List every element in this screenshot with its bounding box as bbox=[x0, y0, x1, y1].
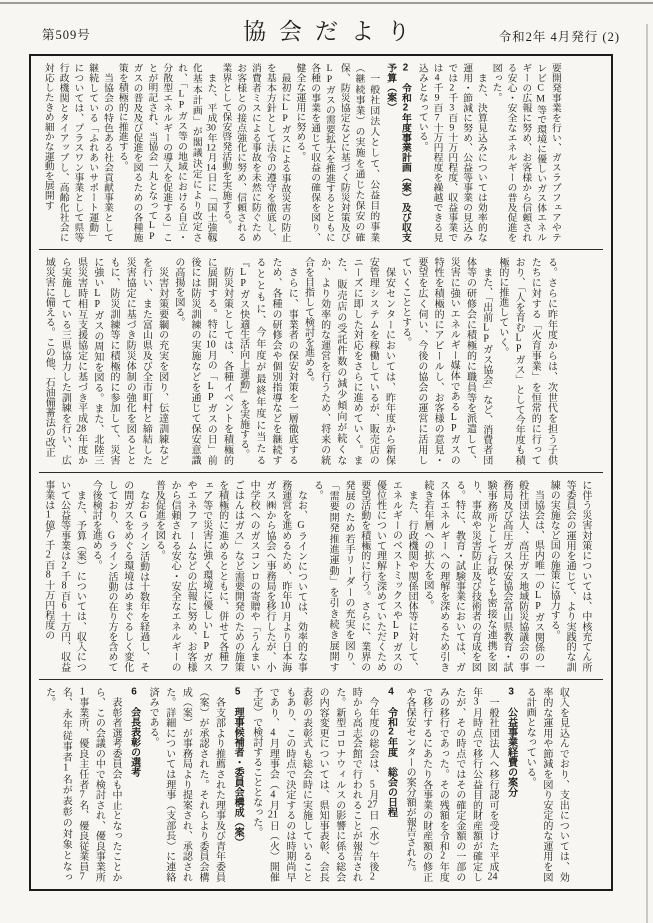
paragraph: 一般社団法人へ移行認可を受けた平成24年3月時点で移行公益目的財産額が確定したが、その時点ではその確定金額の一部のみの移行であった。その残額を令和2年度で移行するにあたり各事業の財産額の修正や各保安センターの案分額が報告された。 bbox=[404, 687, 499, 882]
section-2-heading: 2 令和2年度事業計画（案）及び収支予算（案） bbox=[385, 63, 411, 242]
paragraph: また、行政機関や関係団体等に対して、エネルギーのベストミックスやLPガスの優位性について理解を深めていただくため要望活動を積極的に行う。さらに、業界の発展のため若手リーダーの充実を図り、「需要開発推進運動」を引き続き展開する。 bbox=[311, 480, 418, 672]
text-band-2 bbox=[31, 250, 611, 472]
paragraph: また、決算見込みについては効率的な運用・節減に努め、公益等事業の見込みでは2千3百9十万円程度、収益事業では4千9百7十万円程度を繰越できる見込みとなっている。 bbox=[416, 63, 487, 242]
scan-edge-top bbox=[0, 2, 653, 4]
paragraph: 各支部より推薦された理事及び青年委員（案）が承認された。それらより委員会構成（案）が事務局より提案され、承認された。詳細については理事（支部長）に連絡済みである。 bbox=[147, 687, 225, 882]
scan-edge-right bbox=[646, 24, 648, 923]
paragraph: 要開発事業を行い、ガスラブフェアやテレビCM等で環境に優しいガス体エネルギーの広報に努め、お客様から信頼される安心・安全なエネルギーの普及促進を図った。 bbox=[490, 63, 561, 242]
header-issue-number: 第509号 bbox=[42, 28, 91, 42]
section-3-heading: 3 公益事業経費の案分 bbox=[505, 687, 517, 797]
text-band-4 bbox=[31, 680, 611, 889]
paragraph: 当協会は、県内唯一のLPガス関係の一般社団法人、高圧ガス地域防災協議会の事務局及び高圧ガス保安協会富山県教育・試験事務所として行政とも密接な連携を図り、事故や災害防止及び技術者の育成を図る。特に、教育・試験事業においては、ガス体エネルギーへの理解を深めるため引き続き若年層への拡大を図る。 bbox=[421, 480, 544, 672]
paragraph: 表彰者選考委員会も中止となったことから、この会議の中で検討され、優良事業所1事業所、優良主任者7名、優良従業員7名、永年従事者1名が表彰の対象となった。 bbox=[43, 687, 121, 883]
paragraph: また、予算（案）については、収入について公益等事業は2千8百6十万円、収益事業は1億7千2百8十万円程度の bbox=[42, 480, 86, 673]
newsletter-title: 協会だより bbox=[243, 19, 423, 44]
paragraph: 一般社団法人として、公益目的事業（継続事業）の実施を通じた保安の確保、防災協定などに基づく防災対策及びLPガスの需要拡大を推進するとともに各種の事業を通じて収益の確保を図り、健全な運用に努める。 bbox=[294, 63, 380, 242]
paragraph: る。さらに昨年度からは、次世代を担う子供たちに対する「火育事業」を恒常的に行っており、「人を育むLPガス」として今年度も積極的に推進していく。 bbox=[496, 257, 557, 465]
paragraph: さらに、事業者の保安対策を一層徹底するため、各種の研修会や個別指導などを継続するとともに、今年度が最終年度に当たる『LPガス快適生活向上運動』を実施する。 bbox=[237, 257, 298, 465]
section-4-heading: 4 令和2年度 総会の日程 bbox=[385, 687, 397, 817]
paragraph: 災害対策要綱の充実を図り、伝達訓練などを行い、また富山県及び全市町村と締結した災害協定に基づき防災体制の強化を図るとともに、防災訓練等に積極的に参加して、災害に強いLPガスの周知を図る。また、北陸三県災害時相互支援協定に基づき平成28年度から実施している三県協力した訓練を行い、広域災害に備える。この他、石油備蓄法の改正 bbox=[43, 257, 168, 465]
paragraph: また、平成30年12月14日に「国土強靱化基本計画」が閣議決定により改定され、「LPガス等の地域における自立・分散型エネルギーの導入を促進する」ことが明記され、当協会一丸となってLPガスの普及及び促進を図るための各種施策を積極的に推進する。 bbox=[116, 63, 217, 242]
paragraph: 防災対策としては、各種イベントを積極的に展開する。特に10月の「LPガスの日」前後には防災訓練の実施などを通じて保安意識の高揚を図る。 bbox=[172, 257, 233, 466]
paragraph: なおGライン活動は十数年を経過し、その間ガスをめぐる環境はめまぐるしく変化しており、Gライン活動の在り方を含めて今後検討を進める。 bbox=[90, 480, 149, 672]
paragraph: 最初にLPガスによる事故災害の防止を基本方針として法令の遵守を徹底し、消費者ミスによる事故を未然に防ぐためお客様との接点強化に努め、信頼される業界として保安啓発活動を実施する。 bbox=[220, 63, 291, 242]
section-6-heading: 6 会長表彰の選考 bbox=[128, 687, 140, 777]
vertical-text-column-block bbox=[31, 250, 568, 472]
content-box bbox=[29, 54, 613, 891]
vertical-text-column-block bbox=[31, 473, 602, 679]
text-band-1 bbox=[31, 56, 611, 249]
text-band-3 bbox=[31, 473, 611, 679]
vertical-text-column-block bbox=[31, 56, 571, 249]
paragraph: 収入を見込んでおり、支出については、効率的な運用や節減を図り安定的な運用を図る計画となっている。 bbox=[524, 687, 569, 882]
paragraph: 当協会の特色ある社会貢献事業として継続している「ふれあいサポート運動」については、プラスワン事業として県等行政機関とタイアップし、高齢化社会に対応したきめ細かな運動を展開す bbox=[42, 63, 113, 242]
header-publication-date: 令和2年 4月発行 (2) bbox=[498, 30, 620, 44]
vertical-text-column-block bbox=[31, 680, 579, 889]
paragraph: 保安センターにおいては、昨年度から新保安管理システムを稼働しているが、販売店のニーズに即した対応をさらに進めていく。また、販売店の受託件数の減少傾向が続くなか、より効率的な運営を行うため、将来の統合を目指して検討を進める。 bbox=[302, 257, 395, 465]
paragraph: また、「出前LPガス協会」など、消費者団体等の研修会に積極的に職員等を派遣して、災害に強いエネルギー媒体であるLPガスの特性を積極的にアピールし、お客様の意見・要望を広く伺い、今後の協会の運営に活用していくこととする。 bbox=[399, 257, 492, 465]
paragraph: なお、Gラインについては、効率的な事務運営を進めるため、昨年10月より日本海ガス㈱から協会へ事務局を移行したが、小中学校へのガスコンロの寄贈や「うんまいごはんはガス」など需要開発のための施策を積極的に進めるとともに、併せて各種フェア等で災害に強く環境に優しいLPガスやエネファームなどの広報に努め、お客様から信頼される安心・安全なエネルギーの普及促進を図る。 bbox=[153, 480, 307, 673]
section-5-heading: 5 理事候補者・委員会構成（案） bbox=[232, 687, 244, 847]
paragraph: 今年度の総会は、5月27日（水）午後2時から高志会館で行われることが報告された。新型コロナウィルスの影響に係る総会の内容変更については、県知事表彰、会長表彰の表彰式も総会時に実施していることもあり、この時点で決定するのは時期尚早であり、4月理事会（4月21日（火）開催予定）で検討することとなった。 bbox=[250, 687, 378, 882]
paragraph: に伴う災害対策については、中核充てん所等委員会の運用を通じて、より実践的な訓練の実施など国の施策に協力する。 bbox=[548, 480, 591, 672]
